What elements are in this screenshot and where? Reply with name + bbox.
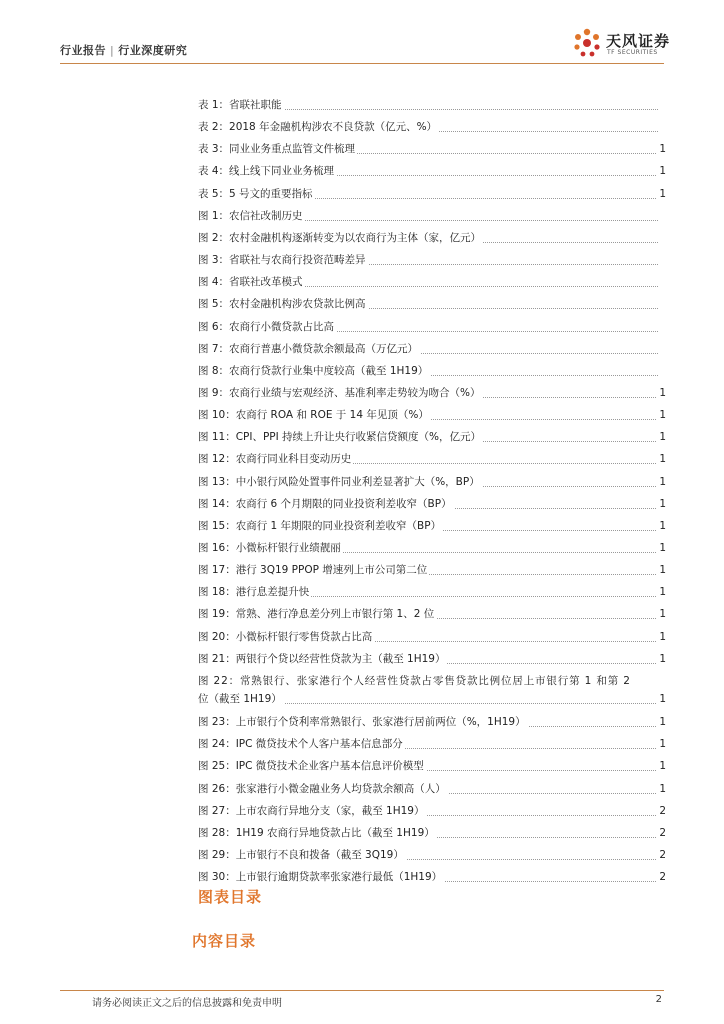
toc-entry-page: 1	[657, 428, 666, 446]
toc-entry-page: 1	[657, 162, 666, 180]
toc-entry-title: 图 19：常熟、港行净息差分列上市银行第 1、2 位	[198, 605, 436, 623]
toc-entry[interactable]	[198, 140, 666, 158]
toc-entry-title: 图 15：农商行 1 年期限的同业投资利差收窄（BP）	[198, 517, 443, 535]
toc-entry-title: 表 3：同业业务重点监管文件梳理	[198, 140, 357, 158]
toc-entry[interactable]	[198, 185, 666, 203]
toc-entry-title: 图 8：农商行贷款行业集中度较高（截至 1H19）	[198, 362, 430, 380]
toc-entry-title: 表 5：5 号文的重要指标	[198, 185, 315, 203]
toc-entry-page: 1	[657, 757, 666, 775]
toc-entry[interactable]	[198, 780, 666, 798]
toc-entry[interactable]	[198, 628, 666, 646]
toc-entry[interactable]	[198, 406, 666, 424]
toc-entry[interactable]	[198, 583, 666, 601]
toc-entry-title: 图 22：常熟银行、张家港行个人经营性贷款占零售贷款比例位居上市银行第 1 和第 2	[198, 674, 631, 687]
toc-entry-page: 1	[657, 628, 666, 646]
toc-entry-title: 图 11：CPI、PPI 持续上升让央行收紧信贷额度（%，亿元）	[198, 428, 483, 446]
toc-entry[interactable]	[198, 362, 666, 380]
contents-toc-heading: 内容目录	[192, 932, 257, 950]
toc-entry[interactable]	[198, 802, 666, 820]
toc-entry-title: 图 18：港行息差提升快	[198, 583, 311, 601]
toc-entry-title: 图 6：农商行小微贷款占比高	[198, 318, 336, 336]
toc-entry-page: 1	[657, 406, 666, 424]
toc-entry[interactable]	[198, 517, 666, 535]
toc-entry[interactable]	[198, 650, 666, 668]
toc-entry[interactable]	[198, 735, 666, 753]
toc-entry-title: 图 27：上市农商行异地分支（家，截至 1H19）	[198, 802, 426, 820]
toc-entry-title: 图 12：农商行同业科目变动历史	[198, 450, 353, 468]
toc-entry-title: 表 1：省联社职能	[198, 96, 284, 114]
toc-entry-page: 1	[657, 605, 666, 623]
toc-entry[interactable]	[198, 450, 666, 468]
toc-entry-page: 1	[657, 561, 666, 579]
toc-entry-title: 图 7：农商行普惠小微贷款余额最高（万亿元）	[198, 340, 420, 358]
toc-entry[interactable]	[198, 384, 666, 402]
toc-entry[interactable]	[198, 207, 666, 225]
toc-entry-title: 表 4：线上线下同业业务梳理	[198, 162, 336, 180]
toc-entry[interactable]	[198, 672, 666, 708]
breadcrumb-separator: |	[110, 44, 115, 57]
toc-entry-title: 图 28：1H19 农商行异地贷款占比（截至 1H19）	[198, 824, 437, 842]
toc-entry[interactable]	[198, 96, 666, 114]
toc-entry-page: 1	[657, 495, 666, 513]
toc-entry-page: 1	[657, 690, 666, 708]
toc-entry[interactable]	[198, 318, 666, 336]
toc-entry[interactable]	[198, 473, 666, 491]
toc-entry[interactable]	[198, 495, 666, 513]
toc-entry-title: 图 14：农商行 6 个月期限的同业投资利差收窄（BP）	[198, 495, 454, 513]
toc-entry-title: 图 13：中小银行风险处置事件同业利差显著扩大（%，BP）	[198, 473, 482, 491]
toc-entry[interactable]	[198, 824, 666, 842]
toc-entry[interactable]	[198, 757, 666, 775]
toc-entry-page: 2	[657, 846, 666, 864]
toc-entry-title: 图 29：上市银行不良和拨备（截至 3Q19）	[198, 846, 406, 864]
brand-name: 天风证券	[606, 32, 671, 50]
footer-divider	[60, 990, 664, 991]
toc-entry-title: 图 21：两银行个贷以经营性贷款为主（截至 1H19）	[198, 650, 447, 668]
page-number: 2	[655, 994, 662, 1005]
toc-entry-title: 图 3：省联社与农商行投资范畴差异	[198, 251, 368, 269]
figures-toc-heading: 图表目录	[198, 888, 263, 906]
toc-entry[interactable]	[198, 561, 666, 579]
toc-entry-title: 图 23：上市银行个贷利率常熟银行、张家港行居前两位（%，1H19）	[198, 713, 528, 731]
toc-entry-page: 1	[657, 450, 666, 468]
header-breadcrumb	[60, 42, 187, 58]
toc-entry-page: 1	[657, 583, 666, 601]
toc-entry-title: 表 2：2018 年金融机构涉农不良贷款（亿元、%）	[198, 118, 439, 136]
toc-entry-page: 1	[657, 517, 666, 535]
toc-entry[interactable]	[198, 340, 666, 358]
toc-entry[interactable]	[198, 846, 666, 864]
toc-entry[interactable]	[198, 713, 666, 731]
toc-entry-title: 图 30：上市银行逾期贷款率张家港行最低（1H19）	[198, 868, 444, 886]
brand-subtitle: TF SECURITIES	[607, 49, 658, 56]
toc-entry-title: 图 24：IPC 微贷技术个人客户基本信息部分	[198, 735, 405, 753]
toc-entry-page: 1	[657, 185, 666, 203]
toc-entry-page: 1	[657, 713, 666, 731]
toc-entry-title: 图 25：IPC 微贷技术企业客户基本信息评价模型	[198, 757, 426, 775]
toc-entry-title: 图 1：农信社改制历史	[198, 207, 305, 225]
toc-entry-page: 1	[657, 384, 666, 402]
toc-entry[interactable]	[198, 605, 666, 623]
toc-entry[interactable]	[198, 868, 666, 886]
toc-entry[interactable]	[198, 162, 666, 180]
toc-entry-title: 图 10：农商行 ROA 和 ROE 于 14 年见顶（%）	[198, 406, 431, 424]
toc-entry[interactable]	[198, 251, 666, 269]
toc-entry[interactable]	[198, 229, 666, 247]
toc-entry-title: 图 26：张家港行小微金融业务人均贷款余额高（人）	[198, 780, 448, 798]
toc-entry-page: 1	[657, 539, 666, 557]
toc-entry-page: 1	[657, 780, 666, 798]
toc-entry-title: 图 2：农村金融机构逐渐转变为以农商行为主体（家，亿元）	[198, 229, 483, 247]
toc-entry-page: 2	[657, 868, 666, 886]
report-subcategory: 行业深度研究	[118, 44, 188, 57]
header-divider	[60, 63, 664, 64]
toc-entry-page: 1	[657, 735, 666, 753]
report-category: 行业报告	[60, 44, 106, 57]
toc-entry-title: 图 16：小微标杆银行业绩靓丽	[198, 539, 343, 557]
toc-entry-title-continued: 位（截至 1H19）	[198, 690, 284, 708]
toc-entry-title: 图 17：港行 3Q19 PPOP 增速列上市公司第二位	[198, 561, 429, 579]
toc-entry-page: 2	[657, 824, 666, 842]
toc-entry-page: 1	[657, 473, 666, 491]
toc-entry[interactable]	[198, 118, 666, 136]
toc-entry-page: 1	[657, 650, 666, 668]
toc-entry-title: 图 5：农村金融机构涉农贷款比例高	[198, 295, 368, 313]
toc-entry[interactable]	[198, 539, 666, 557]
toc-entry-title: 图 20：小微标杆银行零售贷款占比高	[198, 628, 374, 646]
toc-entry-title: 图 4：省联社改革模式	[198, 273, 305, 291]
toc-entry[interactable]	[198, 428, 666, 446]
toc-entry-page: 1	[657, 140, 666, 158]
toc-entry[interactable]	[198, 273, 666, 291]
toc-entry-title: 图 9：农商行业绩与宏观经济、基准利率走势较为吻合（%）	[198, 384, 483, 402]
toc-entry[interactable]	[198, 295, 666, 313]
footer-disclaimer: 请务必阅读正文之后的信息披露和免责申明	[92, 998, 282, 1009]
toc-entry-page: 2	[657, 802, 666, 820]
